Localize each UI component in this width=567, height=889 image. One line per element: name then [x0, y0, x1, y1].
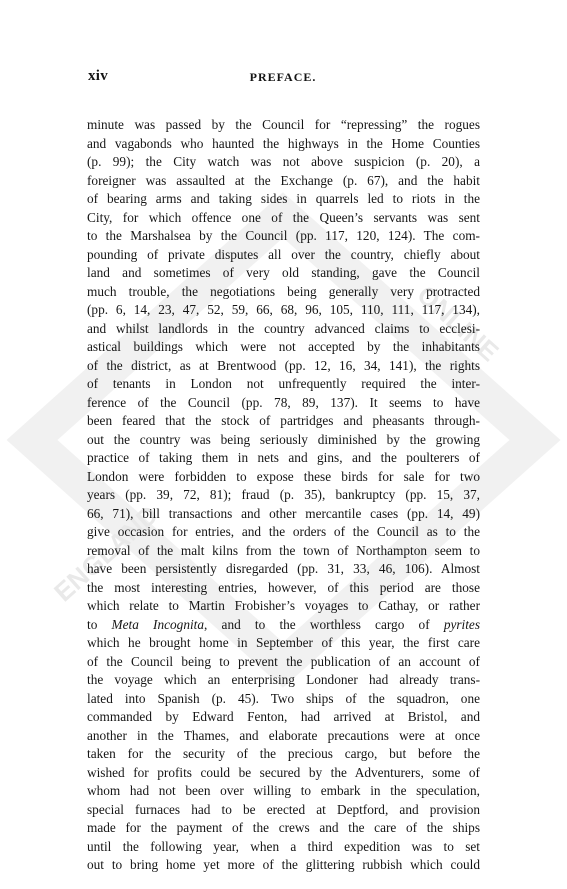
text-line: taken for the security of the precious cargo, but before the — [87, 746, 480, 761]
text-line: removal of the malt kilns from the town of Northampton seem to — [87, 542, 480, 558]
text-line: to Meta Incognita, and to the worthless cargo of pyrites — [87, 616, 481, 632]
running-head: PREFACE. — [249, 70, 317, 84]
text-line: whom had not been over willing to embark in the speculation, — [87, 783, 480, 798]
text-line: years (pp. 39, 72, 81); fraud (p. 35), bankruptcy (pp. 15, 37, — [87, 487, 480, 502]
body-paragraph — [87, 116, 480, 875]
text-line: of the Council being to prevent the publication of an account of — [87, 653, 480, 669]
text-line: much trouble, the negotiations being generally very protracted — [87, 283, 480, 299]
text-line: astical buildings which were not accepted by the inhabitants — [87, 339, 480, 354]
text-line: special furnaces had to be erected at Deptford, and provision — [87, 801, 480, 817]
text-line: another in the Thames, and elaborate precautions were at once — [87, 727, 480, 743]
text-line: which relate to Martin Frobisher’s voyages to Cathay, or rather — [87, 598, 480, 613]
page-header — [88, 68, 478, 86]
text-line: to the Marshalsea by the Council (pp. 117, 120, 124). The com- — [87, 228, 480, 243]
text-line: City, for which offence one of the Queen’s servants was sent — [87, 209, 480, 225]
text-line: give occasion for entries, and the orders of the Council as to the — [87, 524, 480, 539]
text-line: (pp. 6, 14, 23, 47, 52, 59, 66, 68, 96, 105, 110, 111, 117, 134), — [87, 302, 480, 317]
text-line: wished for profits could be secured by the Adventurers, some of — [87, 764, 480, 780]
text-line: 66, 71), bill transactions and other mercantile cases (pp. 14, 49) — [87, 505, 480, 521]
italic-term: Meta Incognita — [111, 616, 205, 632]
watermark-bottom-text: ENGLAND — [48, 499, 164, 608]
text-line: and whilst landlords in the country advanced claims to ecclesi- — [87, 320, 480, 336]
text-line: made for the payment of the crews and the care of the ships — [87, 820, 480, 835]
text-line: the voyage which an enterprising Londoner had already trans- — [87, 672, 480, 687]
text-line: and vagabonds who haunted the highways in the Home Counties — [87, 135, 480, 151]
text-line: land and sometimes of very old standing, gave the Council — [87, 265, 480, 280]
text-line: foreigner was assaulted at the Exchange (p. 67), and the habit — [87, 172, 480, 188]
text-line: of bearing arms and taking sides in quarrels led to riots in the — [87, 191, 480, 206]
text-line: (p. 99); the City watch was not above suspicion (p. 20), a — [87, 154, 480, 169]
text-line: the most interesting entries, however, of this period are those — [87, 579, 480, 595]
text-line: out to bring home yet more of the glittering rubbish which could — [87, 857, 480, 872]
text-line: London were forbidden to expose these birds for sale for two — [87, 468, 480, 484]
text-line: until the following year, when a third expedition was to set — [87, 838, 480, 854]
text-line: of tenants in London not unfrequently required the inter- — [87, 376, 480, 391]
text-line: lated into Spanish (p. 45). Two ships of the squadron, one — [87, 690, 480, 706]
text-line: commanded by Edward Fenton, had arrived at Bristol, and — [87, 709, 480, 724]
text-line: been feared that the stock of partridges and pheasants through- — [87, 413, 480, 428]
italic-term: pyrites — [443, 616, 481, 632]
text-line: out the country was being seriously diminished by the growing — [87, 431, 480, 447]
text-line: which he brought home in September of this year, the first care — [87, 635, 480, 650]
text-line: ference of the Council (pp. 78, 89, 137). It seems to have — [87, 394, 480, 410]
text-line: minute was passed by the Council for “repressing” the rogues — [87, 117, 480, 132]
watermark-top-text: ONLINE — [411, 279, 505, 368]
text-line: pounding of private disputes all over the country, chiefly about — [87, 246, 480, 262]
page-number: xiv — [88, 68, 109, 84]
text-line: practice of taking them in nets and gins, and the poulterers of — [87, 450, 480, 465]
text-line: have been persistently disregarded (pp. 31, 33, 46, 106). Almost — [87, 561, 480, 576]
text-line: of the district, as at Brentwood (pp. 12, 16, 34, 141), the rights — [87, 357, 480, 373]
